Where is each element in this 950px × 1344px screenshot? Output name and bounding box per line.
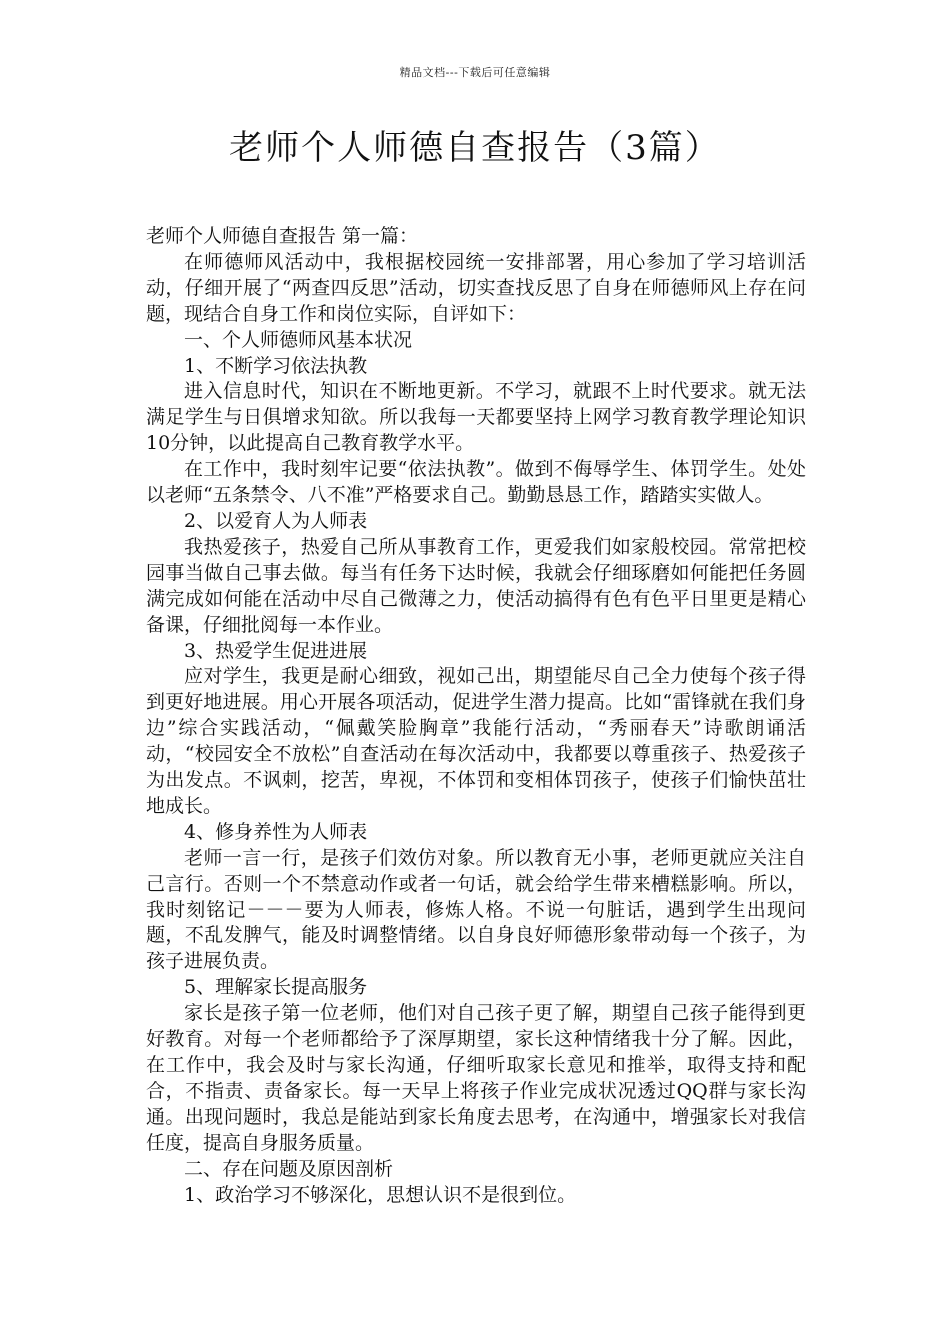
- subsection-heading: 4、修身养性为人师表: [184, 820, 368, 843]
- subsection-heading: 3、热爱学生促进进展: [184, 639, 368, 662]
- paragraph: 家长是孩子第一位老师，他们对自己孩子更了解，期望自己孩子能得到更好教育。对每一个老师都给予了深厚期望，家长这种情绪我十分了解。因此，在工作中，我会及时与家长沟通，仔细听取家长意见和推举，取得支持和配合，不指责、责备家长。每一天早上将孩子作业完成状况透过QQ群与家长沟通。出现问题时，我总是能站到家长角度去思考，在沟通中，增强家长对我信任度，提高自身服务质量。: [146, 1002, 806, 1154]
- paragraph: 老师一言一行，是孩子们效仿对象。所以教育无小事，老师更就应关注自己言行。否则一个不禁意动作或者一句话，就会给学生带来槽糕影响。所以，我时刻铭记－－－要为人师表，修炼人格。不说一句脏话，遇到学生出现问题，不乱发脾气，能及时调整情绪。以自身良好师德形象带动每一个孩子，为孩子进展负责。: [146, 846, 806, 973]
- subsection-heading: 1、不断学习依法执教: [184, 354, 368, 377]
- section-heading: 二、存在问题及原因剖析: [184, 1157, 394, 1180]
- document-title: 老师个人师德自查报告（3篇）: [229, 128, 721, 168]
- subsection-heading: 1、政治学习不够深化，思想认识不是很到位。: [184, 1183, 577, 1206]
- paragraph: 进入信息时代，知识在不断地更新。不学习，就跟不上时代要求。就无法满足学生与日俱增求知欲。所以我每一天都要坚持上网学习教育教学理论知识10分钟，以此提高自己教育教学水平。: [146, 380, 806, 455]
- paragraph: 在工作中，我时刻牢记要“依法执教”。做到不侮辱学生、体罚学生。处处以老师“五条禁令、八不准”严格要求自己。勤勤恳恳工作，踏踏实实做人。: [146, 458, 806, 507]
- paragraph: 我热爱孩子，热爱自己所从事教育工作，更爱我们如家般校园。常常把校园事当做自己事去做。每当有任务下达时候，我就会仔细琢磨如何能把任务圆满完成如何能在活动中尽自己微薄之力，使活动搞得有色有色平日里更是精心备课，仔细批阅每一本作业。: [146, 535, 806, 636]
- paragraph: 应对学生，我更是耐心细致，视如己出，期望能尽自己全力使每个孩子得到更好地进展。用心开展各项活动，促进学生潜力提高。比如“雷锋就在我们身边”综合实践活动，“佩戴笑脸胸章”我能行活动，“秀丽春天”诗歌朗诵活动，“校园安全不放松”自查活动在每次活动中，我都要以尊重孩子、热爱孩子为出发点。不讽刺，挖苦，卑视，不体罚和变相体罚孩子，使孩子们愉快茁壮地成长。: [146, 665, 806, 817]
- paragraph: 在师德师风活动中，我根据校园统一安排部署，用心参加了学习培训活动，仔细开展了“两查四反思”活动，切实查找反思了自身在师德师风上存在问题，现结合自身工作和岗位实际，自评如下：: [146, 250, 806, 325]
- subsection-heading: 5、理解家长提高服务: [184, 976, 368, 999]
- subsection-heading: 2、以爱育人为人师表: [184, 509, 368, 532]
- page-header-note: 精品文档---下载后可任意编辑: [399, 66, 551, 79]
- section-intro: 老师个人师德自查报告 第一篇：: [146, 225, 419, 247]
- section-heading: 一、个人师德师风基本状况: [184, 328, 413, 351]
- document-body: [146, 224, 806, 1208]
